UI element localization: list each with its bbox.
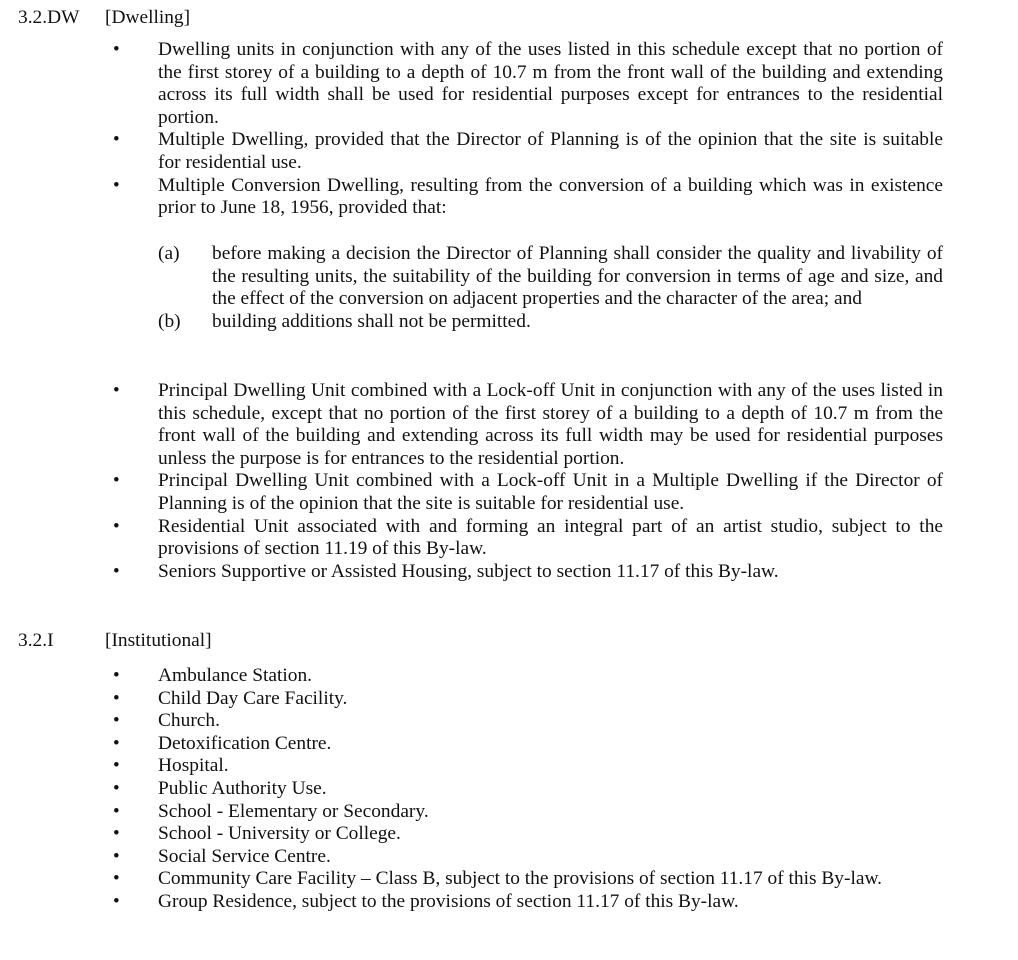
conversion-conditions bbox=[0, 243, 1018, 333]
list-item bbox=[0, 39, 943, 129]
bullet-icon: • bbox=[113, 380, 120, 401]
bullet-icon: • bbox=[113, 560, 120, 582]
condition-item bbox=[0, 311, 943, 334]
bullet-icon: • bbox=[113, 687, 120, 709]
bullet-icon: • bbox=[113, 845, 120, 867]
list-item-text: Church. bbox=[158, 710, 220, 732]
institutional-list bbox=[0, 665, 1018, 914]
bullet-icon: • bbox=[113, 800, 120, 822]
list-item-text: Child Day Care Facility. bbox=[158, 687, 348, 709]
list-item-text: Ambulance Station. bbox=[158, 665, 313, 686]
condition-text: before making a decision the Director of Planning shall consider the quality and livability of the resulting units, the suitability of the building for conversion in terms of age and size, and the effect of the conversion on adjacent properties and the character of the area; and bbox=[212, 243, 943, 310]
bullet-icon: • bbox=[113, 515, 120, 537]
bullet-icon: • bbox=[113, 868, 120, 890]
list-item bbox=[0, 733, 943, 756]
section-title: [Dwelling] bbox=[105, 7, 191, 28]
list-item-text: Social Service Centre. bbox=[158, 845, 331, 867]
list-item bbox=[0, 891, 943, 914]
list-item-text: Seniors Supportive or Assisted Housing, subject to section 11.17 of this By-law. bbox=[158, 560, 779, 582]
list-item bbox=[0, 129, 943, 174]
list-item bbox=[0, 688, 943, 711]
bullet-icon: • bbox=[113, 129, 120, 151]
condition-text: building additions shall not be permitted. bbox=[212, 310, 531, 332]
list-item-text: Multiple Dwelling, provided that the Director of Planning is of the opinion that the site is suitable for residential use. bbox=[158, 129, 943, 173]
list-item-text: Group Residence, subject to the provisions of section 11.17 of this By-law. bbox=[158, 890, 739, 912]
bullet-icon: • bbox=[113, 665, 120, 686]
bullet-icon: • bbox=[113, 823, 120, 845]
list-item-text: Hospital. bbox=[158, 755, 229, 777]
list-item-text: Dwelling units in conjunction with any of the uses listed in this schedule except that no portion of the first storey of a building to a depth of 10.7 m from the front wall of the building and extending across its full width shall be used for residential purposes except for entrances to the residential portion. bbox=[158, 39, 943, 128]
condition-item bbox=[0, 243, 943, 311]
dwelling-list-b bbox=[0, 380, 1018, 583]
bullet-icon: • bbox=[113, 174, 120, 196]
bullet-icon: • bbox=[113, 710, 120, 732]
list-item-text: Residential Unit associated with and forming an integral part of an artist studio, subject to the provisions of section 11.19 of this By-law. bbox=[158, 515, 943, 560]
list-item bbox=[0, 778, 943, 801]
bullet-icon: • bbox=[113, 732, 120, 754]
list-item bbox=[0, 801, 943, 824]
list-item bbox=[0, 846, 943, 869]
list-item-text: Principal Dwelling Unit combined with a Lock-off Unit in conjunction with any of the uses listed in this schedule, except that no portion of the first storey of a building to a depth of 10.7 m from the front wall of the building and extending across its full width may be used for residential purposes unless the purpose is for entrances to the residential portion. bbox=[158, 380, 943, 469]
list-item bbox=[0, 710, 943, 733]
list-item-text: Community Care Facility – Class B, subject to the provisions of section 11.17 of this By-law. bbox=[158, 868, 883, 890]
bullet-icon: • bbox=[113, 777, 120, 799]
list-item bbox=[0, 665, 943, 688]
list-item bbox=[0, 175, 943, 220]
list-item-text: School - Elementary or Secondary. bbox=[158, 800, 429, 822]
section-number: 3.2.I bbox=[18, 630, 54, 651]
list-item bbox=[0, 470, 943, 515]
list-item bbox=[0, 380, 943, 470]
list-item-text: Public Authority Use. bbox=[158, 777, 327, 799]
list-item bbox=[0, 516, 943, 561]
list-item bbox=[0, 561, 943, 584]
dwelling-list-a bbox=[0, 39, 1018, 220]
section-number: 3.2.DW bbox=[18, 7, 80, 28]
bullet-icon: • bbox=[113, 755, 120, 777]
list-item bbox=[0, 823, 943, 846]
bullet-icon: • bbox=[113, 470, 120, 492]
list-item-text: Detoxification Centre. bbox=[158, 732, 332, 754]
list-item-text: School - University or College. bbox=[158, 823, 401, 845]
condition-label: (a) bbox=[158, 243, 180, 264]
bullet-icon: • bbox=[113, 39, 120, 60]
section-title: [Institutional] bbox=[105, 630, 212, 651]
condition-label: (b) bbox=[158, 310, 181, 332]
list-item bbox=[0, 755, 943, 778]
list-item bbox=[0, 868, 943, 891]
bullet-icon: • bbox=[113, 890, 120, 912]
list-item-text: Principal Dwelling Unit combined with a Lock-off Unit in a Multiple Dwelling if the Director of Planning is of the opinion that the site is suitable for residential use. bbox=[158, 470, 943, 514]
list-item-text: Multiple Conversion Dwelling, resulting from the conversion of a building which was in existence prior to June 18, 1956, provided that: bbox=[158, 174, 943, 219]
